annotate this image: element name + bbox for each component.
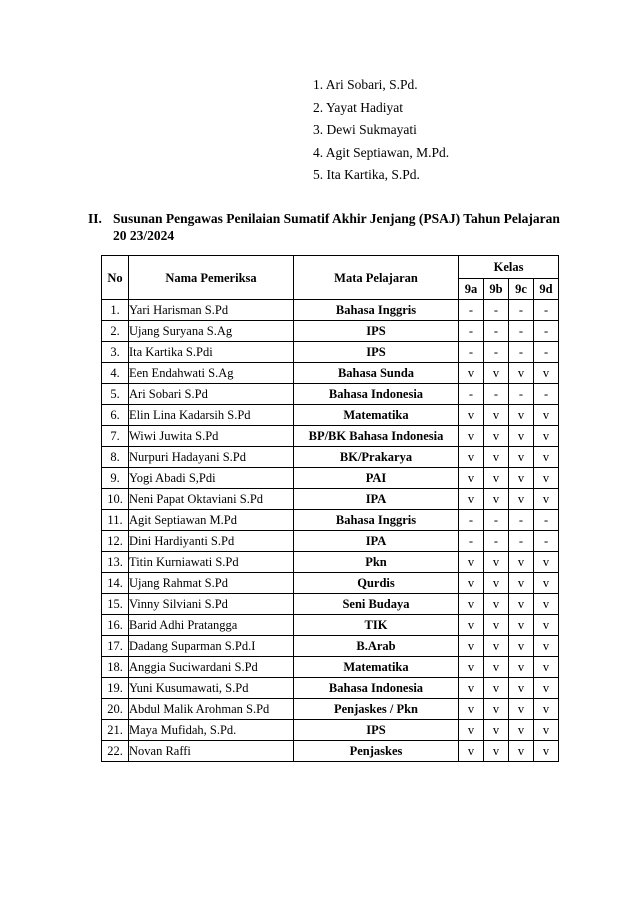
cell-mark: - [534, 300, 559, 321]
cell-mark: v [509, 573, 534, 594]
cell-mark: - [509, 384, 534, 405]
cell-mark: v [484, 720, 509, 741]
cell-name: Yuni Kusumawati, S.Pd [129, 678, 294, 699]
table-row [102, 363, 559, 384]
header-no: No [102, 256, 129, 300]
cell-subject: TIK [294, 615, 459, 636]
cell-name: Vinny Silviani S.Pd [129, 594, 294, 615]
section-title: Susunan Pengawas Penilaian Sumatif Akhir Jenjang (PSAJ) Tahun Pelajaran 20 23/2024 [113, 211, 560, 243]
cell-subject: Bahasa Indonesia [294, 678, 459, 699]
cell-no: 13. [102, 552, 129, 573]
cell-mark: v [509, 426, 534, 447]
supervisor-table [101, 255, 559, 762]
cell-mark: v [484, 657, 509, 678]
list-name: Ita Kartika, S.Pd. [326, 167, 420, 183]
cell-mark: v [459, 699, 484, 720]
table-row [102, 594, 559, 615]
cell-mark: v [459, 594, 484, 615]
table-row [102, 573, 559, 594]
cell-mark: v [459, 489, 484, 510]
cell-mark: v [509, 552, 534, 573]
header-kelas: Kelas [459, 256, 559, 279]
cell-mark: v [484, 489, 509, 510]
cell-mark: v [509, 468, 534, 489]
cell-mark: v [459, 678, 484, 699]
cell-mark: v [534, 720, 559, 741]
cell-mark: v [459, 573, 484, 594]
cell-mark: v [534, 447, 559, 468]
cell-name: Titin Kurniawati S.Pd [129, 552, 294, 573]
cell-mark: - [484, 531, 509, 552]
cell-mark: - [534, 384, 559, 405]
table-row [102, 426, 559, 447]
cell-subject: Bahasa Inggris [294, 300, 459, 321]
cell-name: Neni Papat Oktaviani S.Pd [129, 489, 294, 510]
cell-name: Dadang Suparman S.Pd.I [129, 636, 294, 657]
cell-mark: - [484, 300, 509, 321]
cell-mark: - [509, 342, 534, 363]
table-header-row [102, 256, 559, 279]
table-row [102, 699, 559, 720]
cell-mark: v [509, 489, 534, 510]
table-row [102, 615, 559, 636]
table-row [102, 720, 559, 741]
cell-mark: - [459, 510, 484, 531]
header-class: 9d [534, 279, 559, 300]
cell-mark: - [459, 342, 484, 363]
cell-mark: v [509, 699, 534, 720]
cell-mark: v [459, 426, 484, 447]
cell-mark: v [534, 426, 559, 447]
cell-mark: v [459, 447, 484, 468]
cell-mark: v [534, 741, 559, 762]
list-name: Yayat Hadiyat [326, 99, 403, 115]
cell-mark: v [484, 573, 509, 594]
cell-mark: v [534, 678, 559, 699]
cell-no: 18. [102, 657, 129, 678]
cell-mark: v [484, 699, 509, 720]
cell-no: 2. [102, 321, 129, 342]
cell-no: 5. [102, 384, 129, 405]
cell-mark: v [509, 405, 534, 426]
cell-name: Ari Sobari S.Pd [129, 384, 294, 405]
cell-subject: BK/Prakarya [294, 447, 459, 468]
cell-subject: Penjaskes / Pkn [294, 699, 459, 720]
committee-list [313, 74, 449, 187]
cell-mark: - [509, 300, 534, 321]
list-number: 1. [313, 77, 324, 92]
cell-mark: - [534, 510, 559, 531]
cell-mark: v [509, 636, 534, 657]
cell-no: 1. [102, 300, 129, 321]
cell-mark: v [484, 363, 509, 384]
cell-name: Anggia Suciwardani S.Pd [129, 657, 294, 678]
header-class: 9c [509, 279, 534, 300]
list-item [313, 119, 449, 142]
cell-name: Abdul Malik Arohman S.Pd [129, 699, 294, 720]
cell-subject: IPS [294, 720, 459, 741]
list-number: 2. [313, 99, 324, 115]
cell-mark: - [484, 510, 509, 531]
cell-mark: - [534, 531, 559, 552]
table-row [102, 321, 559, 342]
cell-subject: Penjaskes [294, 741, 459, 762]
cell-mark: v [509, 678, 534, 699]
cell-subject: IPS [294, 342, 459, 363]
cell-mark: - [459, 300, 484, 321]
cell-subject: Pkn [294, 552, 459, 573]
cell-no: 16. [102, 615, 129, 636]
table-row [102, 741, 559, 762]
cell-no: 22. [102, 741, 129, 762]
cell-mark: v [459, 615, 484, 636]
cell-mark: v [534, 615, 559, 636]
cell-mark: v [484, 741, 509, 762]
cell-name: Een Endahwati S.Ag [129, 363, 294, 384]
list-number: 4. [313, 144, 324, 160]
table-row [102, 657, 559, 678]
cell-mark: v [509, 594, 534, 615]
cell-mark: v [484, 552, 509, 573]
cell-mark: v [534, 594, 559, 615]
cell-mark: v [534, 657, 559, 678]
cell-mark: v [534, 468, 559, 489]
table-row [102, 489, 559, 510]
cell-mark: v [459, 363, 484, 384]
table-row [102, 300, 559, 321]
cell-name: Yogi Abadi S,Pdi [129, 468, 294, 489]
cell-name: Elin Lina Kadarsih S.Pd [129, 405, 294, 426]
cell-name: Barid Adhi Pratangga [129, 615, 294, 636]
cell-mark: v [459, 741, 484, 762]
cell-mark: v [509, 657, 534, 678]
cell-mark: v [509, 363, 534, 384]
cell-subject: IPA [294, 489, 459, 510]
cell-name: Dini Hardiyanti S.Pd [129, 531, 294, 552]
cell-mark: v [534, 636, 559, 657]
cell-mark: v [484, 615, 509, 636]
table-row [102, 552, 559, 573]
cell-mark: v [509, 615, 534, 636]
cell-mark: v [509, 741, 534, 762]
cell-mark: v [459, 468, 484, 489]
cell-mark: v [509, 720, 534, 741]
cell-mark: v [459, 552, 484, 573]
cell-name: Wiwi Juwita S.Pd [129, 426, 294, 447]
cell-no: 11. [102, 510, 129, 531]
cell-no: 12. [102, 531, 129, 552]
cell-mark: v [484, 447, 509, 468]
cell-mark: v [484, 468, 509, 489]
cell-name: Nurpuri Hadayani S.Pd [129, 447, 294, 468]
cell-mark: v [534, 573, 559, 594]
cell-mark: v [534, 405, 559, 426]
cell-name: Ita Kartika S.Pdi [129, 342, 294, 363]
cell-no: 10. [102, 489, 129, 510]
table-row [102, 510, 559, 531]
cell-no: 9. [102, 468, 129, 489]
table-row [102, 636, 559, 657]
cell-mark: - [484, 384, 509, 405]
cell-mark: v [459, 636, 484, 657]
cell-mark: - [509, 510, 534, 531]
list-item [313, 164, 449, 187]
cell-mark: - [459, 531, 484, 552]
cell-no: 15. [102, 594, 129, 615]
cell-name: Maya Mufidah, S.Pd. [129, 720, 294, 741]
cell-no: 19. [102, 678, 129, 699]
cell-no: 4. [102, 363, 129, 384]
cell-no: 20. [102, 699, 129, 720]
cell-mark: v [484, 405, 509, 426]
cell-mark: - [459, 321, 484, 342]
table-row [102, 531, 559, 552]
cell-mark: - [484, 342, 509, 363]
cell-subject: B.Arab [294, 636, 459, 657]
cell-mark: v [459, 657, 484, 678]
cell-mark: v [534, 699, 559, 720]
list-item [313, 74, 449, 97]
cell-no: 8. [102, 447, 129, 468]
cell-name: Novan Raffi [129, 741, 294, 762]
cell-mark: v [534, 363, 559, 384]
cell-mark: - [459, 384, 484, 405]
table-row [102, 405, 559, 426]
cell-mark: v [459, 405, 484, 426]
cell-mark: - [534, 342, 559, 363]
cell-no: 21. [102, 720, 129, 741]
cell-mark: v [509, 447, 534, 468]
header-class: 9b [484, 279, 509, 300]
table-row [102, 447, 559, 468]
list-name: Agit Septiawan, M.Pd. [325, 144, 450, 160]
cell-mark: v [459, 720, 484, 741]
cell-subject: Bahasa Indonesia [294, 384, 459, 405]
cell-subject: IPS [294, 321, 459, 342]
cell-mark: v [534, 552, 559, 573]
table-row [102, 678, 559, 699]
cell-subject: Bahasa Inggris [294, 510, 459, 531]
cell-subject: Seni Budaya [294, 594, 459, 615]
table-body [102, 300, 559, 762]
cell-name: Ujang Rahmat S.Pd [129, 573, 294, 594]
cell-no: 3. [102, 342, 129, 363]
cell-mark: - [509, 531, 534, 552]
cell-subject: Matematika [294, 405, 459, 426]
cell-mark: v [484, 594, 509, 615]
cell-no: 14. [102, 573, 129, 594]
cell-mark: v [484, 426, 509, 447]
table-row [102, 384, 559, 405]
cell-subject: PAI [294, 468, 459, 489]
cell-subject: IPA [294, 531, 459, 552]
cell-mark: v [534, 489, 559, 510]
header-class: 9a [459, 279, 484, 300]
cell-name: Ujang Suryana S.Ag [129, 321, 294, 342]
list-item [313, 97, 449, 120]
list-number: 3. [313, 122, 324, 138]
cell-mark: v [484, 636, 509, 657]
list-name: Dewi Sukmayati [326, 122, 417, 138]
list-number: 5. [313, 167, 324, 183]
cell-mark: v [484, 678, 509, 699]
table-row [102, 468, 559, 489]
cell-no: 6. [102, 405, 129, 426]
list-item [313, 142, 449, 165]
cell-mark: - [509, 321, 534, 342]
cell-subject: Matematika [294, 657, 459, 678]
cell-subject: Bahasa Sunda [294, 363, 459, 384]
cell-subject: BP/BK Bahasa Indonesia [294, 426, 459, 447]
cell-name: Yari Harisman S.Pd [129, 300, 294, 321]
cell-no: 7. [102, 426, 129, 447]
cell-no: 17. [102, 636, 129, 657]
cell-name: Agit Septiawan M.Pd [129, 510, 294, 531]
header-name: Nama Pemeriksa [129, 256, 294, 300]
cell-subject: Qurdis [294, 573, 459, 594]
table-row [102, 342, 559, 363]
cell-mark: - [484, 321, 509, 342]
cell-mark: - [534, 321, 559, 342]
header-subject: Mata Pelajaran [294, 256, 459, 300]
list-name: Ari Sobari, S.Pd. [325, 77, 418, 92]
section-number: II. [88, 211, 102, 226]
